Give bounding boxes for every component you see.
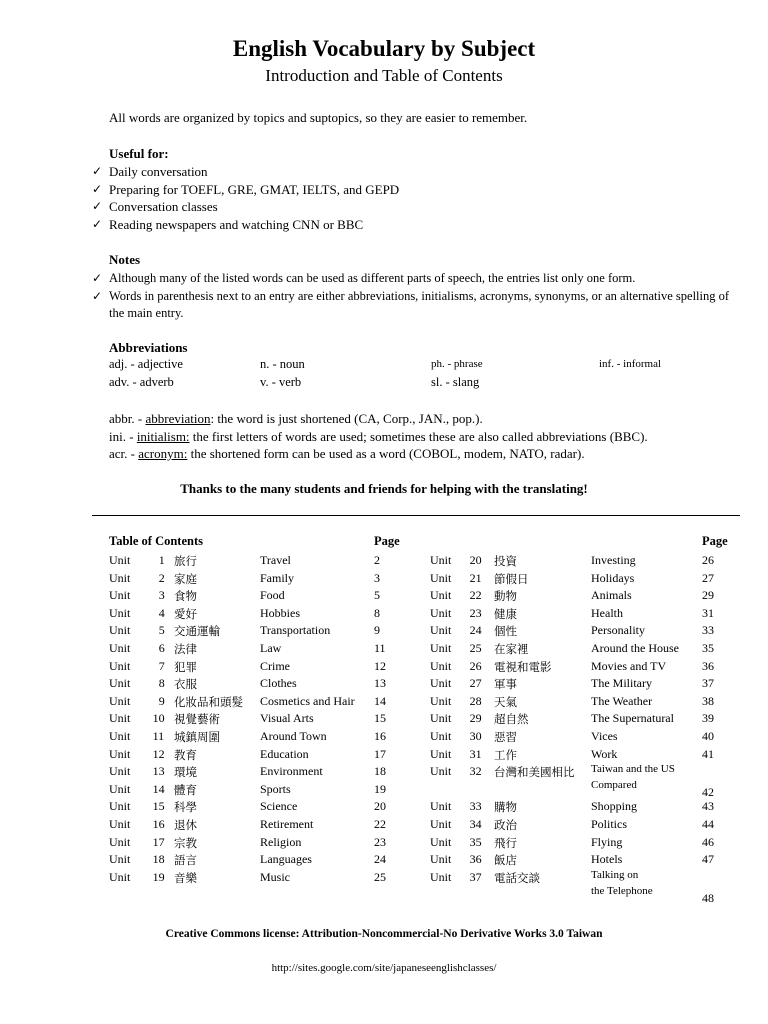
toc-english-title: Visual Arts [260,711,314,726]
toc-english-title: Movies and TV [591,658,667,673]
toc-right-column [430,553,740,913]
abbreviations-heading: Abbreviations [109,340,188,355]
list-item: ✓ Words in parenthesis next to an entry are either abbreviations, initialisms, acronyms, synonyms, or an alternative spelling of the main entry. [92,288,730,320]
toc-unit-label: Unit [109,764,131,779]
toc-unit-label: Unit [109,711,131,726]
toc-unit-number: 22 [469,588,482,603]
toc-chinese-title: 城鎮周圍 [174,730,220,744]
toc-english-title: Hotels [591,852,623,867]
list-item: ✓ Conversation classes [92,199,218,215]
toc-chinese-title: 飯店 [494,853,517,868]
toc-unit-label: Unit [430,623,452,638]
toc-unit-label: Unit [430,588,452,603]
toc-english-title: Personality [591,623,645,638]
toc-unit-number: 28 [469,693,482,708]
toc-unit-label: Unit [430,852,452,867]
toc-unit-number: 31 [469,746,482,761]
toc-unit-number: 18 [152,852,165,867]
toc-page-number: 2 [374,553,380,567]
toc-english-title: Around Town [260,729,327,743]
toc-chinese-title: 退休 [174,818,197,832]
toc-unit-number: 19 [152,869,165,884]
toc-page-number: 8 [374,605,380,620]
notes-list [92,270,732,323]
toc-chinese-title: 視覺藝術 [174,712,220,727]
toc-unit-label: Unit [109,676,131,691]
toc-chinese-title: 法律 [174,642,197,656]
toc-page-number: 17 [374,746,386,761]
toc-english-title: Investing [591,553,636,567]
checkmark-icon: ✓ [92,271,103,285]
toc-unit-number: 2 [158,570,165,585]
license-text: Creative Commons license: Attribution-Noncommercial-No Derivative Works 3.0 Taiwan [165,928,603,940]
toc-english-title: Holidays [591,570,635,585]
toc-page-number: 47 [702,852,714,867]
abbreviations-grid [109,357,749,393]
toc-page-number: 48 [702,890,714,905]
toc-unit-number: 14 [152,781,165,796]
toc-unit-label: Unit [430,693,452,708]
toc-english-title: Science [260,799,298,814]
toc-english-title: Retirement [260,817,314,831]
toc-english-title: Health [591,605,623,620]
thanks-note: Thanks to the many students and friends for helping with the translating! [180,481,588,496]
toc-unit-label: Unit [109,570,131,585]
toc-chinese-title: 動物 [494,589,517,604]
toc-unit-label: Unit [430,676,452,691]
toc-english-title: Law [260,641,282,655]
toc-english-title: Music [260,869,290,884]
toc-chinese-title: 犯罪 [174,659,197,674]
abbreviation-item: sl. - slang [431,375,480,389]
toc-unit-label: Unit [109,693,131,708]
toc-page-number: 31 [702,605,714,620]
abbreviation-item: v. - verb [260,375,302,389]
toc-page-number: 20 [374,799,386,814]
toc-unit-number: 7 [158,658,165,673]
toc-unit-number: 9 [158,693,165,708]
toc-chinese-title: 交通運輸 [174,624,220,639]
toc-english-title: The Military [591,676,652,691]
toc-page-number: 3 [374,570,380,585]
toc-unit-label: Unit [109,817,131,831]
list-item: ✓ Preparing for TOEFL, GRE, GMAT, IELTS, and GEPD [92,181,400,197]
toc-english-title: the Telephone [591,884,653,897]
toc-unit-number: 34 [469,817,482,831]
toc-unit-number: 24 [469,623,482,638]
toc-unit-number: 30 [469,729,482,743]
toc-english-title: Clothes [260,676,297,691]
checkmark-icon: ✓ [92,181,103,196]
toc-chinese-title: 旅行 [174,554,197,568]
toc-chinese-title: 電視和電影 [494,659,552,674]
list-item: ✓ Daily conversation [92,164,208,179]
toc-page-number: 22 [374,817,386,831]
toc-english-title: Animals [591,588,632,603]
toc-page-number: 25 [374,869,386,884]
divider [92,515,740,516]
toc-unit-number: 4 [158,605,165,620]
toc-unit-number: 26 [469,658,482,673]
toc-unit-label: Unit [109,869,131,884]
toc-unit-number: 27 [469,676,482,691]
definition-line: acr. - acronym: the shortened form can be used as a word (COBOL, modem, NATO, radar). [109,446,585,461]
toc-page-number: 24 [374,852,386,867]
toc-english-title: Family [260,570,295,585]
toc-page-number: 33 [702,623,714,638]
toc-unit-number: 13 [152,764,165,779]
toc-unit-label: Unit [109,623,131,638]
toc-left-column [109,553,409,893]
toc-unit-label: Unit [430,799,452,814]
toc-english-title: Hobbies [260,605,300,620]
toc-english-title: Compared [591,779,637,792]
toc-unit-number: 25 [469,641,482,655]
toc-page-number: 40 [702,729,714,743]
toc-unit-label: Unit [430,658,452,673]
toc-page-number: 27 [702,570,714,585]
checkmark-icon: ✓ [92,164,103,178]
toc-page-number: 9 [374,623,380,638]
toc-page-number: 39 [702,711,714,726]
toc-unit-number: 11 [152,729,165,743]
toc-page-number: 18 [374,764,386,779]
toc-page-number: 29 [702,588,714,603]
checkmark-icon: ✓ [92,288,103,303]
toc-page-number: 5 [374,588,380,603]
abbreviation-item: inf. - informal [599,358,662,370]
toc-english-title: Environment [260,764,323,779]
toc-chinese-title: 政治 [494,818,517,832]
toc-unit-label: Unit [430,641,452,655]
toc-page-heading: Page [374,534,400,548]
toc-page-number: 12 [374,658,386,673]
toc-chinese-title: 語言 [174,853,197,868]
toc-chinese-title: 家庭 [174,571,197,586]
toc-unit-number: 15 [152,799,165,814]
toc-unit-number: 23 [469,605,482,620]
toc-unit-number: 33 [469,799,482,814]
toc-unit-number: 3 [158,588,165,603]
toc-page-number: 11 [374,641,386,655]
toc-chinese-title: 體育 [174,782,197,797]
toc-english-title: Crime [260,658,290,673]
toc-unit-number: 12 [152,746,165,761]
toc-chinese-title: 台灣和美國相比 [494,765,575,780]
site-url: http://sites.google.com/site/japaneseenglishclasses/ [271,962,497,974]
page-title: English Vocabulary by Subject [232,36,536,61]
toc-english-title: The Supernatural [591,711,674,726]
toc-chinese-title: 衣服 [174,677,197,692]
toc-chinese-title: 環境 [174,765,197,780]
abbreviation-item: ph. - phrase [431,358,483,370]
toc-unit-label: Unit [430,553,452,567]
toc-english-title: The Weather [591,693,653,708]
toc-unit-number: 29 [469,711,482,726]
toc-chinese-title: 食物 [174,589,197,604]
toc-chinese-title: 宗教 [174,835,197,850]
toc-unit-label: Unit [109,729,131,743]
toc-unit-label: Unit [430,570,452,585]
toc-page-number: 14 [374,693,386,708]
toc-chinese-title: 化妝品和頭髮 [174,694,243,709]
toc-english-title: Taiwan and the US [591,763,675,776]
toc-unit-number: 1 [158,553,165,567]
toc-page-number: 37 [702,676,714,691]
toc-unit-label: Unit [109,641,131,655]
toc-unit-label: Unit [109,799,131,814]
toc-page-number: 44 [702,817,714,831]
notes-heading: Notes [109,252,141,267]
toc-chinese-title: 教育 [174,747,197,762]
toc-unit-label: Unit [109,852,131,867]
toc-english-title: Around the House [591,641,679,655]
toc-unit-label: Unit [109,658,131,673]
toc-english-title: Transportation [260,623,331,638]
definitions [109,410,648,463]
toc-unit-number: 16 [152,817,165,831]
toc-chinese-title: 軍事 [494,677,517,692]
toc-english-title: Vices [591,729,618,743]
toc-unit-label: Unit [430,869,452,884]
toc-page-heading: Page [702,534,728,548]
toc-unit-number: 35 [469,834,482,849]
toc-page-number: 36 [702,658,714,673]
toc-unit-label: Unit [430,711,452,726]
toc-chinese-title: 購物 [494,800,517,815]
toc-unit-label: Unit [109,746,131,761]
toc-english-title: Cosmetics and Hair [260,693,355,708]
toc-page-number: 13 [374,676,386,691]
definition-line: ini. - initialism: the first letters of words are used; sometimes these are also called abbreviations (BBC). [109,428,648,444]
toc-unit-number: 21 [469,570,482,585]
toc-page-number: 46 [702,834,714,849]
toc-unit-number: 8 [158,676,165,691]
toc-unit-label: Unit [109,553,131,567]
toc-unit-label: Unit [430,746,452,761]
toc-unit-label: Unit [430,834,452,849]
definition-line: abbr. - abbreviation: the word is just shortened (CA, Corp., JAN., pop.). [109,411,483,426]
toc-unit-label: Unit [109,781,131,796]
toc-chinese-title: 飛行 [494,835,517,850]
toc-unit-label: Unit [430,817,452,831]
toc-chinese-title: 超自然 [494,712,529,727]
list-item: ✓ Reading newspapers and watching CNN or BBC [92,216,364,232]
abbreviation-item: adv. - adverb [109,375,174,389]
toc-english-title: Education [260,746,309,761]
toc-english-title: Sports [260,781,291,796]
toc-chinese-title: 惡習 [494,730,517,744]
toc-page-number: 35 [702,641,714,655]
toc-chinese-title: 音樂 [174,870,197,885]
toc-chinese-title: 電話交談 [494,870,540,885]
checkmark-icon: ✓ [92,216,103,231]
toc-page-number: 42 [702,785,714,800]
toc-chinese-title: 節假日 [494,571,529,586]
toc-page-number: 16 [374,729,386,743]
toc-page-number: 43 [702,799,714,814]
abbreviation-item: adj. - adjective [109,357,183,371]
toc-unit-label: Unit [430,605,452,620]
toc-english-title: Languages [260,852,312,867]
toc-unit-label: Unit [430,729,452,743]
useful-heading: Useful for: [109,146,169,161]
checkmark-icon: ✓ [92,199,103,214]
toc-chinese-title: 健康 [494,606,517,621]
toc-english-title: Politics [591,817,628,831]
toc-english-title: Travel [260,553,291,567]
toc-unit-number: 36 [469,852,482,867]
abbreviation-item: n. - noun [260,357,305,371]
toc-page-number: 38 [702,693,714,708]
toc-chinese-title: 個性 [494,624,517,639]
toc-unit-label: Unit [109,834,131,849]
toc-unit-number: 37 [469,869,482,884]
toc-page-number: 26 [702,553,714,567]
toc-page-number: 23 [374,834,386,849]
toc-unit-label: Unit [430,764,452,779]
toc-english-title: Talking on [591,868,639,881]
toc-unit-number: 20 [469,553,482,567]
toc-unit-number: 10 [152,711,165,726]
page-subtitle: Introduction and Table of Contents [265,66,503,85]
toc-page-number: 19 [374,781,386,796]
toc-chinese-title: 投資 [494,554,517,568]
toc-english-title: Work [591,746,618,761]
toc-chinese-title: 天氣 [494,694,517,709]
useful-list [92,163,399,233]
toc-unit-label: Unit [109,605,131,620]
list-item: ✓ Although many of the listed words can be used as different parts of speech, the entries list only one form. [92,270,732,288]
toc-unit-number: 5 [158,623,165,638]
toc-page-number: 41 [702,746,714,761]
toc-chinese-title: 在家裡 [494,642,529,656]
toc-english-title: Shopping [591,799,638,814]
toc-chinese-title: 科學 [174,800,197,815]
intro-text: All words are organized by topics and suptopics, so they are easier to remember. [109,110,528,125]
toc-page-number: 15 [374,711,386,726]
toc-english-title: Food [260,588,285,603]
toc-chinese-title: 工作 [494,747,517,762]
toc-english-title: Religion [260,834,302,849]
toc-chinese-title: 愛好 [174,606,197,621]
toc-unit-number: 17 [152,834,165,849]
toc-english-title: Flying [591,834,623,849]
toc-unit-number: 32 [469,764,482,779]
toc-heading: Table of Contents [109,534,203,548]
toc-unit-number: 6 [158,641,165,655]
toc-unit-label: Unit [109,588,131,603]
